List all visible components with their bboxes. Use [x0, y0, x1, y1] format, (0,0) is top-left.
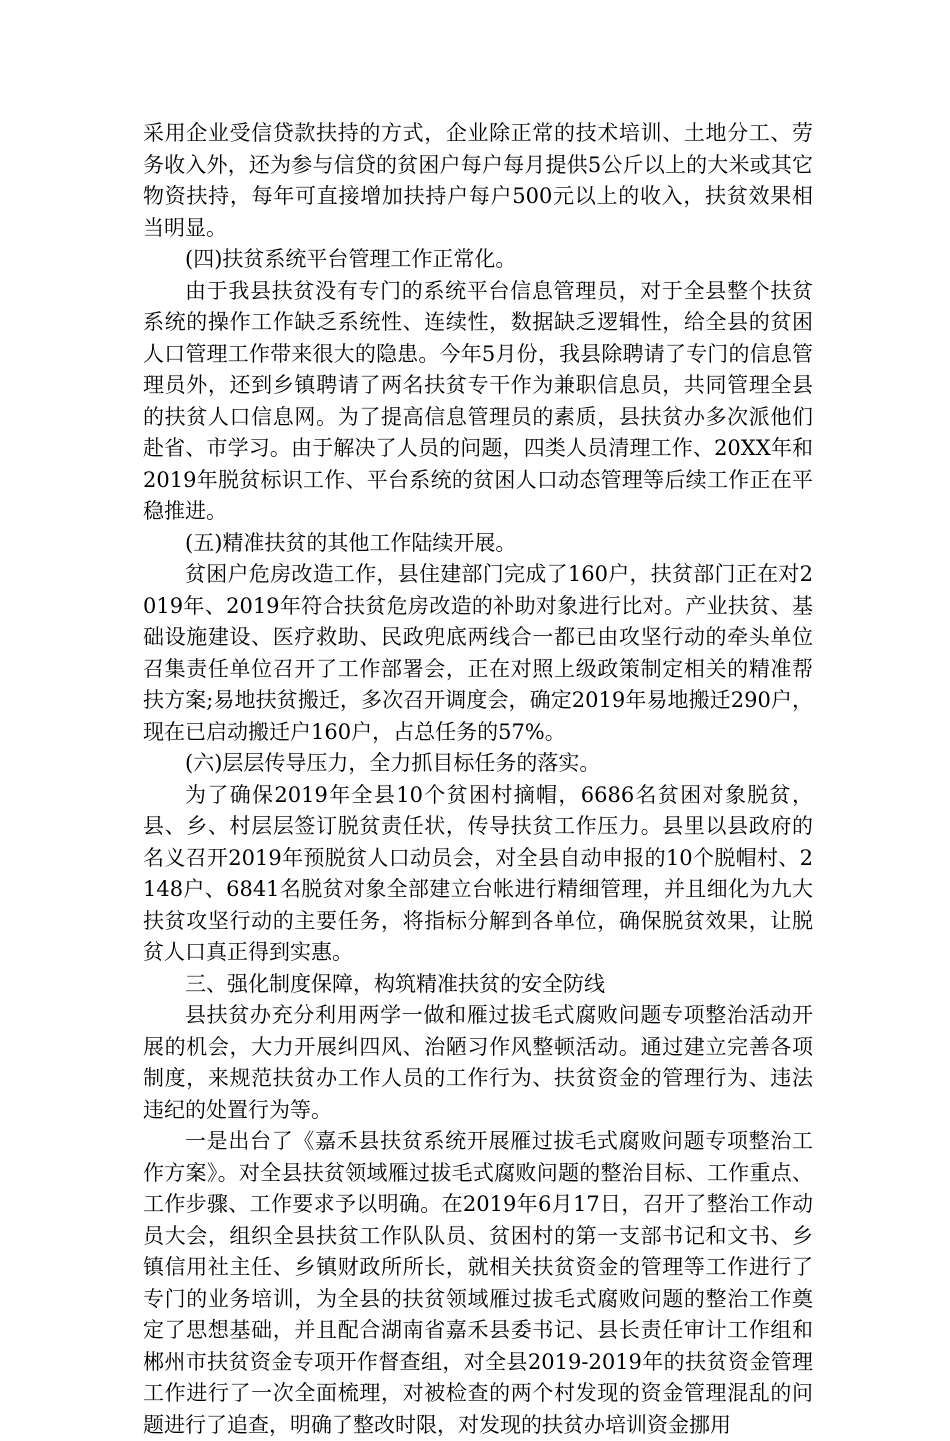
paragraph: 为了确保2019年全县10个贫困村摘帽，6686名贫困对象脱贫，县、乡、村层层签订脱贫责任状，传导扶贫工作压力。县里以县政府的名义召开2019年预脱贫人口动员会，对全县自动申报的10个脱帽村、2148户、6841名脱贫对象全部建立台帐进行精细管理，并且细化为九大扶贫攻坚行动的主要任务，将指标分解到各单位，确保脱贫效果，让脱贫人口真正得到实惠。 [143, 782, 813, 964]
paragraph: 县扶贫办充分利用两学一做和雁过拔毛式腐败问题专项整治活动开展的机会，大力开展纠四风、治陋习作风整顿活动。通过建立完善各项制度，来规范扶贫办工作人员的工作行为、扶贫资金的管理行为、违法违纪的处置行为等。 [143, 1003, 813, 1122]
paragraph: 由于我县扶贫没有专门的系统平台信息管理员，对于全县整个扶贫系统的操作工作缺乏系统性、连续性，数据缺乏逻辑性，给全县的贫困人口管理工作带来很大的隐患。今年5月份，我县除聘请了专门的信息管理员外，还到乡镇聘请了两名扶贫专干作为兼职信息员，共同管理全县的扶贫人口信息网。为了提高信息管理员的素质，县扶贫办多次派他们赴省、市学习。由于解决了人员的问题，四类人员清理工作、20XX年和2019年脱贫标识工作、平台系统的贫困人口动态管理等后续工作正在平稳推进。 [143, 278, 813, 523]
chapter-heading-3: 三、强化制度保障，构筑精准扶贫的安全防线 [185, 971, 605, 996]
paragraph: 一是出台了《嘉禾县扶贫系统开展雁过拔毛式腐败问题专项整治工作方案》。对全县扶贫领域雁过拔毛式腐败问题的整治目标、工作重点、工作步骤、工作要求予以明确。在2019年6月17日，召开了整治工作动员大会，组织全县扶贫工作队队员、贫困村的第一支部书记和文书、乡镇信用社主任、乡镇财政所所长，就相关扶贫资金的管理等工作进行了专门的业务培训，为全县的扶贫领域雁过拔毛式腐败问题的整治工作奠定了思想基础，并且配合湖南省嘉禾县委书记、县长责任审计工作组和郴州市扶贫资金专项开作督查组，对全县2019-2019年的扶贫资金管理工作进行了一次全面梳理，对被检查的两个村发现的资金管理混乱的问题进行了追查，明确了整改时限，对发现的扶贫办培训资金挪用 [143, 1129, 813, 1437]
paragraph-continuation: 采用企业受信贷款扶持的方式，企业除正常的技术培训、土地分工、劳务收入外，还为参与信贷的贫困户每户每月提供5公斤以上的大米或其它物资扶持，每年可直接增加扶持户每户500元以上的收入，扶贫效果相当明显。 [143, 121, 813, 240]
section-heading-6: (六)层层传导压力，全力抓目标任务的落实。 [185, 751, 601, 775]
document-body [143, 118, 813, 1441]
paragraph: 贫困户危房改造工作，县住建部门完成了160户，扶贫部门正在对2019年、2019年符合扶贫危房改造的补助对象进行比对。产业扶贫、基础设施建设、医疗救助、民政兜底两线合一都已由攻坚行动的牵头单位召集责任单位召开了工作部署会，正在对照上级政策制定相关的精准帮扶方案;易地扶贫搬迁，多次召开调度会，确定2019年易地搬迁290户，现在已启动搬迁户160户，占总任务的57%。 [143, 562, 813, 744]
section-heading-4: (四)扶贫系统平台管理工作正常化。 [185, 247, 517, 271]
section-heading-5: (五)精准扶贫的其他工作陆续开展。 [185, 530, 517, 555]
